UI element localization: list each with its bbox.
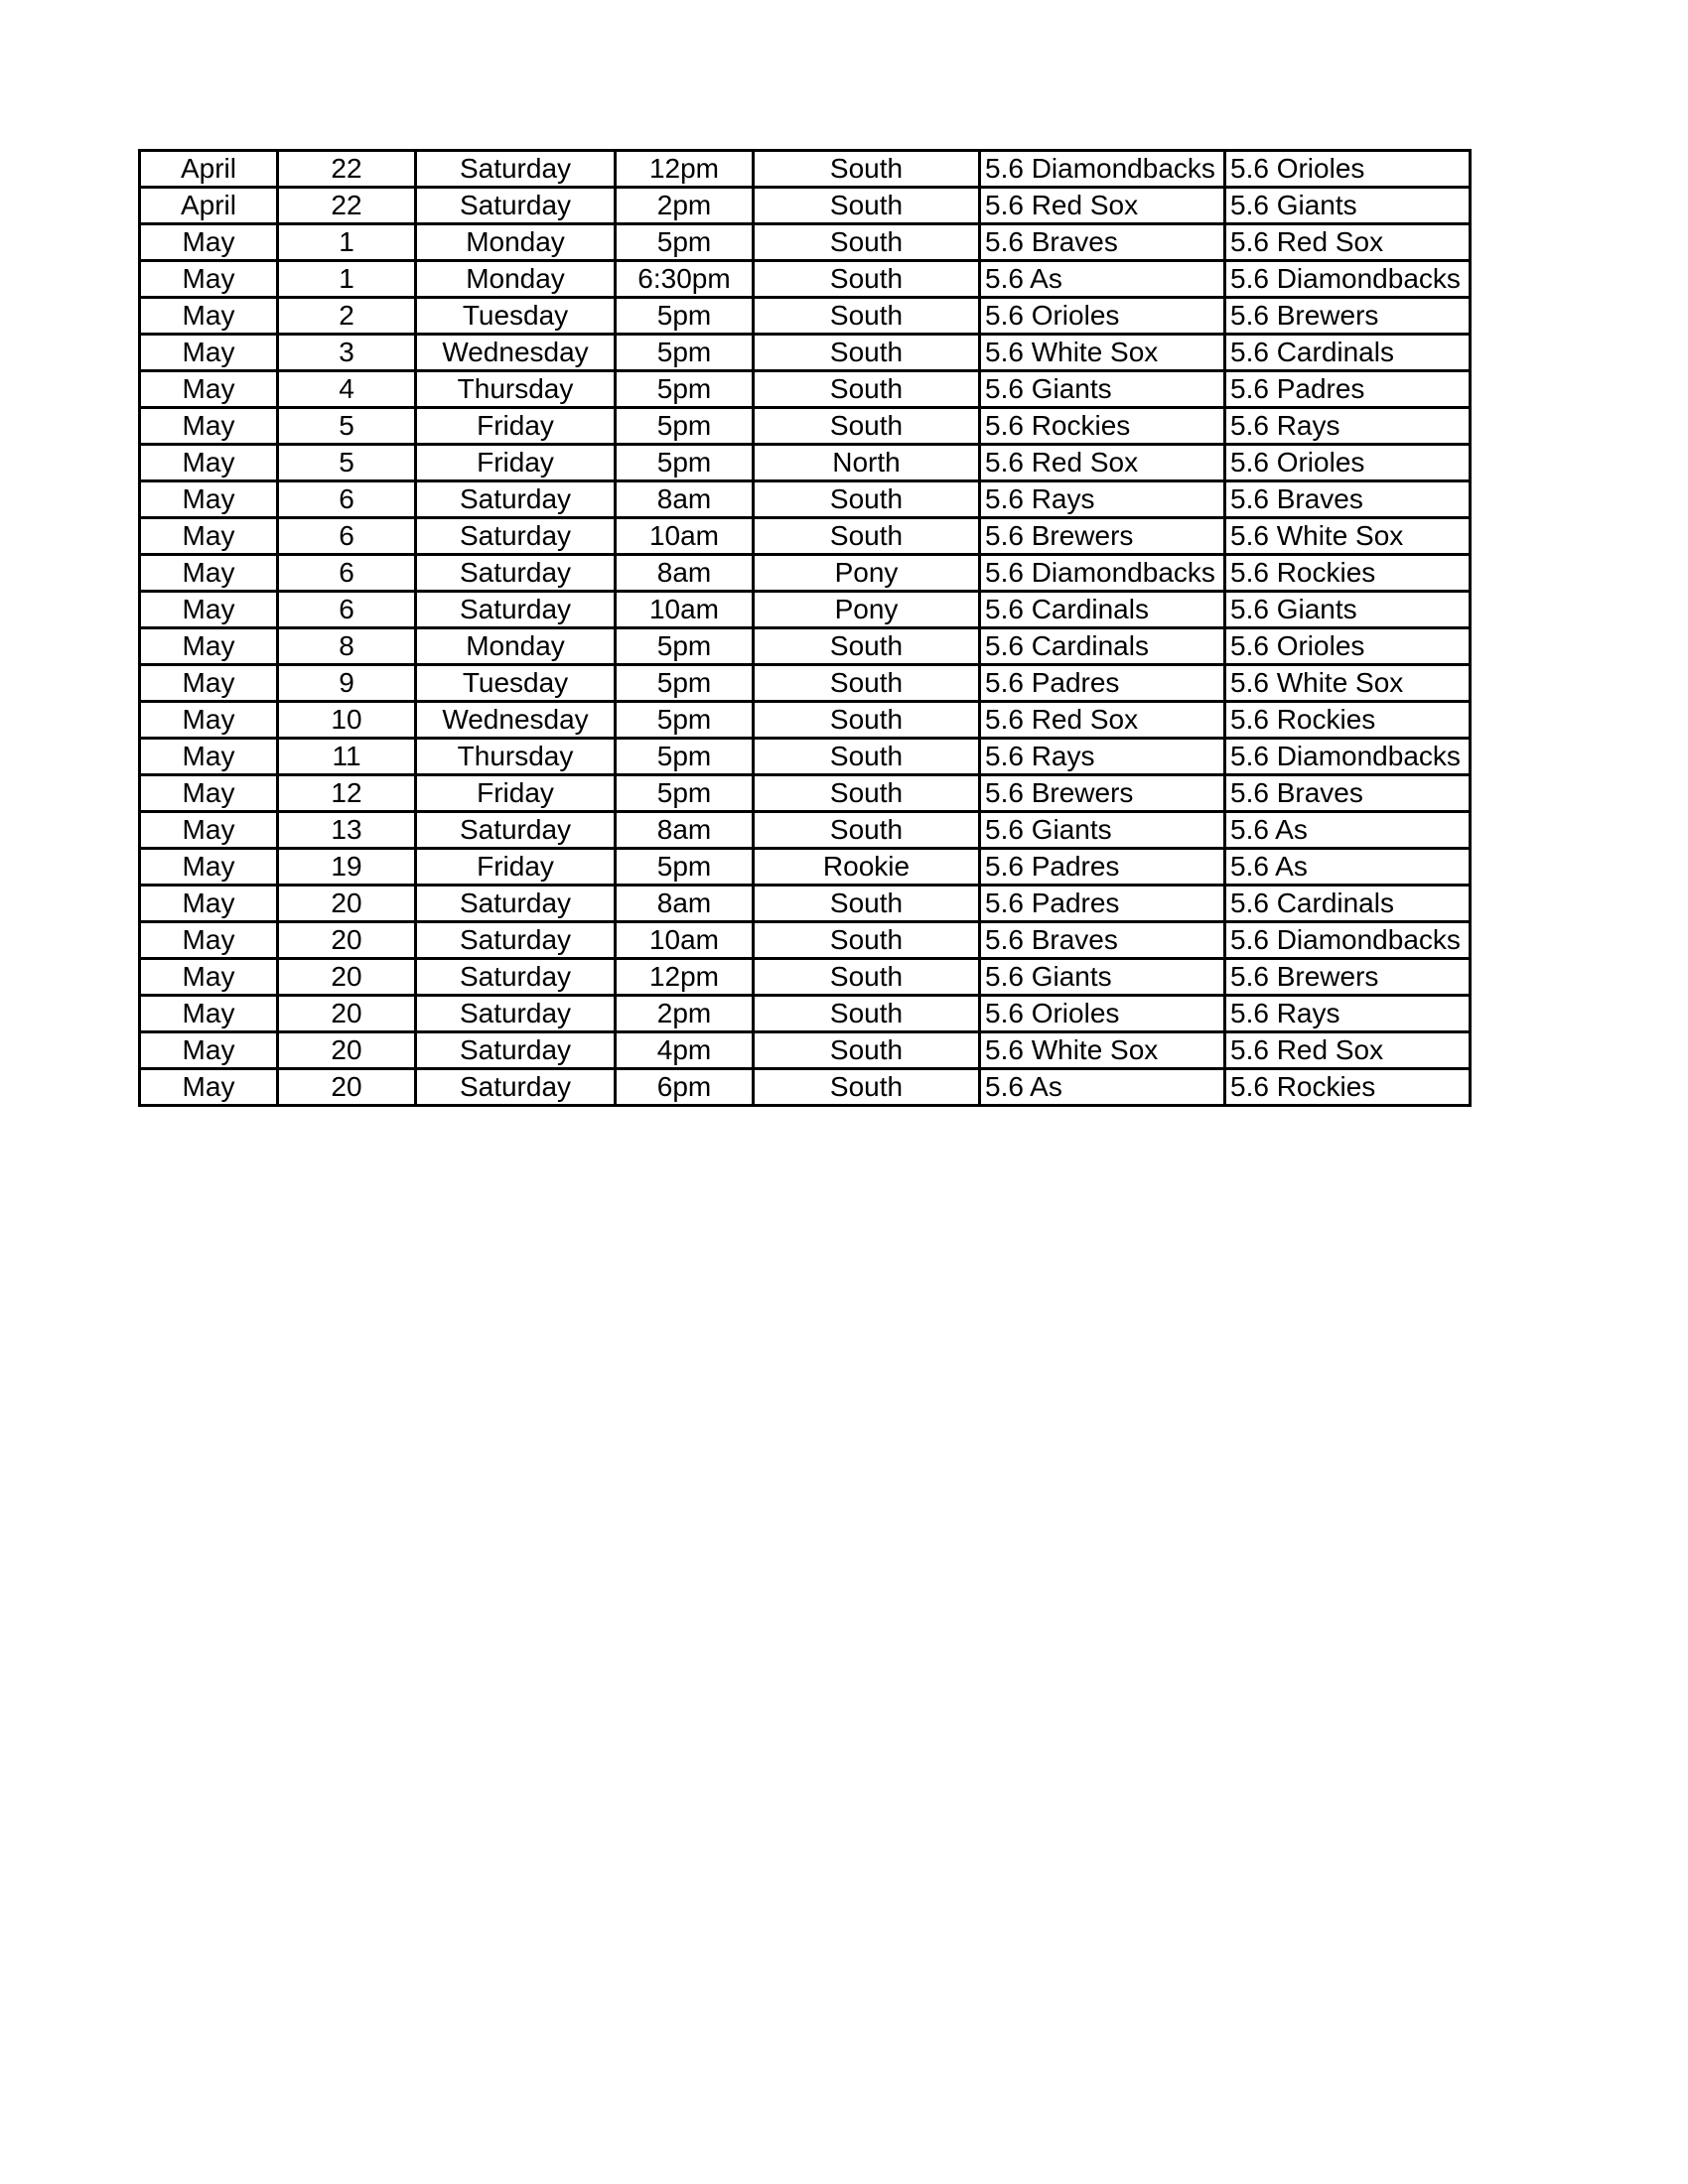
cell-field: South — [754, 739, 980, 775]
cell-day: 20 — [278, 996, 416, 1032]
cell-away-team: 5.6 Rays — [1225, 996, 1471, 1032]
cell-home-team: 5.6 Red Sox — [980, 445, 1225, 481]
cell-weekday: Saturday — [416, 151, 616, 188]
cell-field: South — [754, 1069, 980, 1106]
cell-month: April — [140, 151, 278, 188]
cell-time: 4pm — [616, 1032, 754, 1069]
cell-time: 5pm — [616, 665, 754, 702]
cell-home-team: 5.6 Braves — [980, 922, 1225, 959]
cell-home-team: 5.6 Brewers — [980, 775, 1225, 812]
cell-field: North — [754, 445, 980, 481]
cell-day: 4 — [278, 371, 416, 408]
cell-time: 5pm — [616, 371, 754, 408]
cell-home-team: 5.6 Orioles — [980, 298, 1225, 335]
cell-away-team: 5.6 Rays — [1225, 408, 1471, 445]
cell-time: 5pm — [616, 445, 754, 481]
cell-home-team: 5.6 Padres — [980, 665, 1225, 702]
cell-home-team: 5.6 Rockies — [980, 408, 1225, 445]
cell-day: 1 — [278, 224, 416, 261]
cell-time: 8am — [616, 812, 754, 849]
cell-field: South — [754, 886, 980, 922]
table-row — [140, 481, 1471, 518]
cell-day: 11 — [278, 739, 416, 775]
table-row — [140, 812, 1471, 849]
cell-home-team: 5.6 Red Sox — [980, 188, 1225, 224]
cell-day: 1 — [278, 261, 416, 298]
cell-month: May — [140, 812, 278, 849]
cell-weekday: Saturday — [416, 922, 616, 959]
table-row — [140, 702, 1471, 739]
cell-field: Pony — [754, 592, 980, 628]
cell-day: 13 — [278, 812, 416, 849]
cell-weekday: Friday — [416, 445, 616, 481]
cell-weekday: Wednesday — [416, 335, 616, 371]
cell-weekday: Monday — [416, 261, 616, 298]
cell-day: 20 — [278, 959, 416, 996]
cell-away-team: 5.6 Orioles — [1225, 628, 1471, 665]
cell-away-team: 5.6 Diamondbacks — [1225, 922, 1471, 959]
cell-time: 10am — [616, 922, 754, 959]
cell-home-team: 5.6 Cardinals — [980, 592, 1225, 628]
cell-home-team: 5.6 Padres — [980, 886, 1225, 922]
cell-month: May — [140, 408, 278, 445]
cell-month: May — [140, 261, 278, 298]
cell-weekday: Saturday — [416, 592, 616, 628]
cell-day: 22 — [278, 151, 416, 188]
cell-day: 12 — [278, 775, 416, 812]
cell-time: 5pm — [616, 702, 754, 739]
table-row — [140, 555, 1471, 592]
cell-month: May — [140, 445, 278, 481]
table-row — [140, 739, 1471, 775]
cell-field: South — [754, 335, 980, 371]
cell-away-team: 5.6 Giants — [1225, 592, 1471, 628]
cell-time: 5pm — [616, 298, 754, 335]
cell-weekday: Thursday — [416, 371, 616, 408]
cell-day: 8 — [278, 628, 416, 665]
cell-time: 10am — [616, 518, 754, 555]
cell-away-team: 5.6 Rockies — [1225, 1069, 1471, 1106]
cell-day: 2 — [278, 298, 416, 335]
cell-weekday: Saturday — [416, 188, 616, 224]
cell-weekday: Friday — [416, 849, 616, 886]
table-row — [140, 922, 1471, 959]
cell-weekday: Saturday — [416, 996, 616, 1032]
cell-time: 12pm — [616, 959, 754, 996]
cell-field: Rookie — [754, 849, 980, 886]
cell-month: May — [140, 481, 278, 518]
cell-day: 10 — [278, 702, 416, 739]
cell-field: South — [754, 408, 980, 445]
cell-home-team: 5.6 Diamondbacks — [980, 151, 1225, 188]
cell-month: May — [140, 739, 278, 775]
table-row — [140, 1069, 1471, 1106]
cell-field: South — [754, 702, 980, 739]
cell-field: South — [754, 1032, 980, 1069]
table-row — [140, 371, 1471, 408]
cell-time: 8am — [616, 555, 754, 592]
cell-field: South — [754, 188, 980, 224]
cell-home-team: 5.6 White Sox — [980, 1032, 1225, 1069]
table-row — [140, 408, 1471, 445]
cell-month: May — [140, 371, 278, 408]
cell-weekday: Saturday — [416, 886, 616, 922]
cell-field: South — [754, 518, 980, 555]
cell-field: South — [754, 371, 980, 408]
cell-away-team: 5.6 Red Sox — [1225, 1032, 1471, 1069]
cell-away-team: 5.6 Diamondbacks — [1225, 739, 1471, 775]
cell-home-team: 5.6 Brewers — [980, 518, 1225, 555]
cell-away-team: 5.6 Cardinals — [1225, 886, 1471, 922]
cell-month: May — [140, 922, 278, 959]
cell-time: 6pm — [616, 1069, 754, 1106]
cell-field: South — [754, 261, 980, 298]
cell-month: May — [140, 775, 278, 812]
cell-away-team: 5.6 Orioles — [1225, 445, 1471, 481]
cell-home-team: 5.6 As — [980, 261, 1225, 298]
cell-away-team: 5.6 As — [1225, 812, 1471, 849]
cell-weekday: Saturday — [416, 959, 616, 996]
cell-away-team: 5.6 Diamondbacks — [1225, 261, 1471, 298]
cell-weekday: Saturday — [416, 812, 616, 849]
cell-time: 2pm — [616, 188, 754, 224]
cell-day: 9 — [278, 665, 416, 702]
cell-time: 2pm — [616, 996, 754, 1032]
cell-month: May — [140, 335, 278, 371]
table-row — [140, 518, 1471, 555]
table-row — [140, 224, 1471, 261]
cell-home-team: 5.6 Cardinals — [980, 628, 1225, 665]
cell-home-team: 5.6 Rays — [980, 481, 1225, 518]
table-row — [140, 335, 1471, 371]
cell-month: May — [140, 849, 278, 886]
cell-time: 5pm — [616, 628, 754, 665]
schedule-body — [140, 151, 1471, 1106]
cell-day: 20 — [278, 922, 416, 959]
cell-field: South — [754, 922, 980, 959]
cell-away-team: 5.6 Cardinals — [1225, 335, 1471, 371]
table-row — [140, 188, 1471, 224]
schedule-table — [138, 149, 1472, 1107]
cell-weekday: Monday — [416, 628, 616, 665]
cell-month: May — [140, 702, 278, 739]
cell-time: 6:30pm — [616, 261, 754, 298]
cell-day: 20 — [278, 1032, 416, 1069]
cell-field: South — [754, 628, 980, 665]
cell-home-team: 5.6 As — [980, 1069, 1225, 1106]
table-row — [140, 151, 1471, 188]
cell-home-team: 5.6 Padres — [980, 849, 1225, 886]
cell-away-team: 5.6 Padres — [1225, 371, 1471, 408]
cell-time: 5pm — [616, 775, 754, 812]
cell-weekday: Monday — [416, 224, 616, 261]
cell-time: 5pm — [616, 739, 754, 775]
cell-time: 5pm — [616, 408, 754, 445]
cell-month: May — [140, 996, 278, 1032]
cell-away-team: 5.6 Orioles — [1225, 151, 1471, 188]
table-row — [140, 261, 1471, 298]
table-row — [140, 959, 1471, 996]
cell-home-team: 5.6 Giants — [980, 959, 1225, 996]
cell-time: 10am — [616, 592, 754, 628]
cell-field: South — [754, 996, 980, 1032]
cell-day: 6 — [278, 592, 416, 628]
cell-weekday: Saturday — [416, 481, 616, 518]
table-row — [140, 996, 1471, 1032]
cell-time: 12pm — [616, 151, 754, 188]
cell-weekday: Tuesday — [416, 665, 616, 702]
cell-month: May — [140, 1069, 278, 1106]
cell-time: 5pm — [616, 335, 754, 371]
cell-away-team: 5.6 Brewers — [1225, 298, 1471, 335]
cell-weekday: Friday — [416, 408, 616, 445]
cell-field: South — [754, 775, 980, 812]
table-row — [140, 849, 1471, 886]
cell-weekday: Wednesday — [416, 702, 616, 739]
cell-time: 8am — [616, 481, 754, 518]
cell-month: May — [140, 628, 278, 665]
cell-month: May — [140, 959, 278, 996]
cell-month: May — [140, 518, 278, 555]
cell-away-team: 5.6 White Sox — [1225, 518, 1471, 555]
cell-away-team: 5.6 Brewers — [1225, 959, 1471, 996]
cell-field: Pony — [754, 555, 980, 592]
cell-day: 6 — [278, 518, 416, 555]
cell-away-team: 5.6 As — [1225, 849, 1471, 886]
cell-away-team: 5.6 Rockies — [1225, 702, 1471, 739]
cell-field: South — [754, 959, 980, 996]
cell-home-team: 5.6 Red Sox — [980, 702, 1225, 739]
cell-home-team: 5.6 Giants — [980, 371, 1225, 408]
cell-away-team: 5.6 Braves — [1225, 481, 1471, 518]
cell-away-team: 5.6 Braves — [1225, 775, 1471, 812]
cell-home-team: 5.6 Orioles — [980, 996, 1225, 1032]
cell-field: South — [754, 151, 980, 188]
cell-month: May — [140, 665, 278, 702]
cell-time: 5pm — [616, 224, 754, 261]
cell-month: May — [140, 1032, 278, 1069]
cell-month: May — [140, 592, 278, 628]
table-row — [140, 445, 1471, 481]
cell-away-team: 5.6 Rockies — [1225, 555, 1471, 592]
cell-day: 19 — [278, 849, 416, 886]
cell-day: 3 — [278, 335, 416, 371]
cell-day: 6 — [278, 555, 416, 592]
cell-home-team: 5.6 Braves — [980, 224, 1225, 261]
cell-home-team: 5.6 Rays — [980, 739, 1225, 775]
cell-field: South — [754, 665, 980, 702]
table-row — [140, 592, 1471, 628]
cell-home-team: 5.6 White Sox — [980, 335, 1225, 371]
cell-month: May — [140, 886, 278, 922]
cell-day: 22 — [278, 188, 416, 224]
table-row — [140, 775, 1471, 812]
table-row — [140, 665, 1471, 702]
cell-field: South — [754, 812, 980, 849]
cell-away-team: 5.6 Giants — [1225, 188, 1471, 224]
cell-time: 8am — [616, 886, 754, 922]
table-row — [140, 1032, 1471, 1069]
cell-day: 20 — [278, 886, 416, 922]
cell-weekday: Thursday — [416, 739, 616, 775]
cell-field: South — [754, 481, 980, 518]
cell-weekday: Tuesday — [416, 298, 616, 335]
cell-day: 5 — [278, 445, 416, 481]
cell-weekday: Saturday — [416, 1032, 616, 1069]
cell-weekday: Saturday — [416, 518, 616, 555]
cell-weekday: Saturday — [416, 555, 616, 592]
cell-weekday: Saturday — [416, 1069, 616, 1106]
cell-home-team: 5.6 Diamondbacks — [980, 555, 1225, 592]
cell-month: May — [140, 555, 278, 592]
cell-home-team: 5.6 Giants — [980, 812, 1225, 849]
cell-field: South — [754, 224, 980, 261]
cell-weekday: Friday — [416, 775, 616, 812]
cell-day: 5 — [278, 408, 416, 445]
cell-day: 6 — [278, 481, 416, 518]
cell-month: April — [140, 188, 278, 224]
table-row — [140, 628, 1471, 665]
table-row — [140, 298, 1471, 335]
cell-month: May — [140, 224, 278, 261]
cell-time: 5pm — [616, 849, 754, 886]
table-row — [140, 886, 1471, 922]
cell-day: 20 — [278, 1069, 416, 1106]
cell-away-team: 5.6 White Sox — [1225, 665, 1471, 702]
cell-month: May — [140, 298, 278, 335]
cell-away-team: 5.6 Red Sox — [1225, 224, 1471, 261]
cell-field: South — [754, 298, 980, 335]
